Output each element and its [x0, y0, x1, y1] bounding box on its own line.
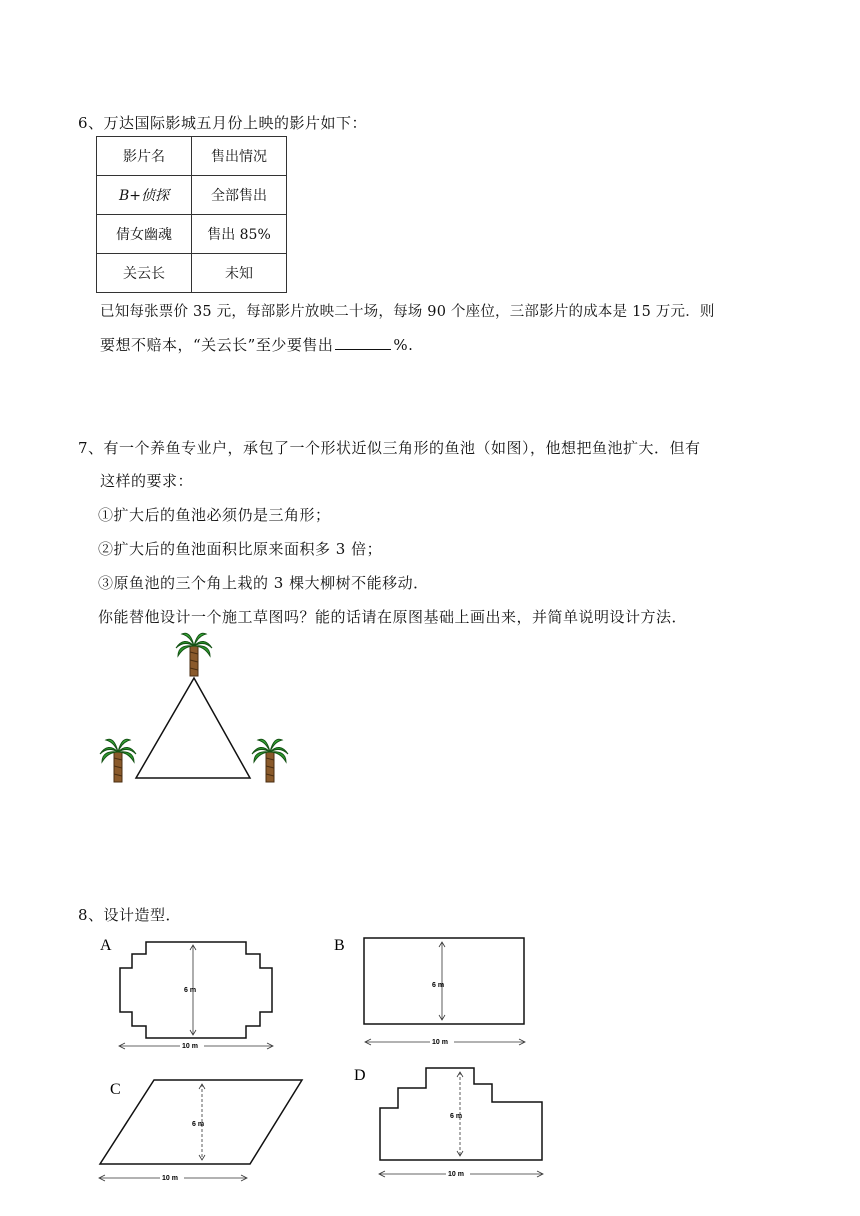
q6-title: 6、万达国际影城五月份上映的影片如下：	[78, 114, 368, 132]
q7-requirement-1: ①扩大后的鱼池必须仍是三角形；	[98, 506, 331, 524]
figure-label: B	[334, 937, 345, 954]
q7-title: 7、有一个养鱼专业户，承包了一个形状近似三角形的鱼池（如图），他想把鱼池扩大．但有	[78, 439, 701, 457]
willow-tree-icon	[176, 633, 212, 676]
q7-question: 你能替他设计一个施工草图吗？能的话请在原图基础上画出来，并简单说明设计方法．	[98, 608, 688, 626]
q6-condition-text: 已知每张票价 35 元，每部影片放映二十场，每场 90 个座位，三部影片的成本是 15 万元．则	[100, 304, 715, 320]
percent-sign: %.	[393, 336, 414, 354]
figure-label: D	[354, 1067, 366, 1084]
width-label: 10 m	[182, 1043, 198, 1050]
width-label: 10 m	[162, 1175, 178, 1182]
table-cell: 售出 85%	[192, 215, 287, 254]
height-label: 6 m	[432, 982, 445, 989]
q6-question-line	[100, 334, 413, 355]
table-header-cell: 影片名	[97, 137, 192, 176]
table-cell: 关云长	[97, 254, 192, 293]
shape-d-figure	[350, 1062, 546, 1186]
shape-c-figure	[96, 1074, 308, 1186]
q6-question-text: 要想不赔本，“关云长”至少要售出	[100, 336, 334, 354]
table-row	[97, 176, 287, 215]
figure-label: C	[110, 1081, 121, 1098]
table-cell: 倩女幽魂	[97, 215, 192, 254]
q7-requirement-3: ③原鱼池的三个角上栽的 3 棵大柳树不能移动．	[98, 574, 429, 592]
figure-label: A	[100, 937, 112, 954]
willow-tree-icon	[252, 739, 288, 782]
answer-blank[interactable]	[335, 335, 391, 350]
table-row	[97, 254, 287, 293]
shape-a-figure	[96, 934, 286, 1054]
table-row	[97, 215, 287, 254]
pond-triangle	[136, 678, 250, 778]
q8-title: 8、设计造型．	[78, 906, 182, 924]
table-cell: 未知	[192, 254, 287, 293]
height-label: 6 m	[184, 987, 197, 994]
shape-b-figure	[330, 932, 540, 1054]
table-cell: 全部售出	[192, 176, 287, 215]
width-label: 10 m	[432, 1039, 448, 1046]
q7-requirement-2: ②扩大后的鱼池面积比原来面积多 3 倍；	[98, 540, 383, 558]
height-label: 6 m	[450, 1113, 463, 1120]
height-label: 6 m	[192, 1121, 205, 1128]
width-label: 10 m	[448, 1171, 464, 1178]
fish-pond-figure	[98, 630, 290, 785]
film-table	[96, 136, 287, 293]
willow-tree-icon	[100, 739, 136, 782]
q7-title-continued: 这样的要求：	[100, 472, 194, 490]
table-header-cell: 售出情况	[192, 137, 287, 176]
table-cell: B+侦探	[97, 176, 192, 215]
table-header-row	[97, 137, 287, 176]
